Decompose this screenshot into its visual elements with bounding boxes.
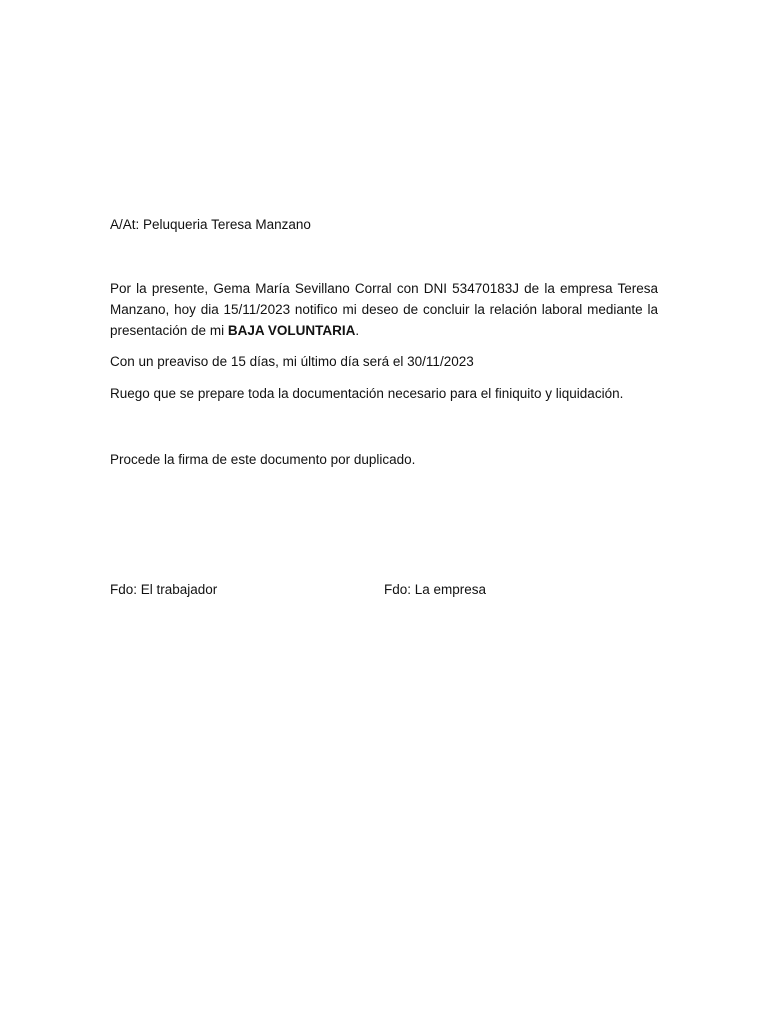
resignation-period: . <box>355 323 360 338</box>
notice-period-line: Con un preaviso de 15 días, mi último día será el 30/11/2023 <box>110 354 474 369</box>
addressee-line: A/At: Peluqueria Teresa Manzano <box>110 217 311 232</box>
duplicate-signature-line: Procede la firma de este documento por duplicado. <box>110 452 416 467</box>
worker-signature-label: Fdo: El trabajador <box>110 582 218 597</box>
resignation-paragraph <box>110 278 658 341</box>
company-signature-label: Fdo: La empresa <box>384 582 487 597</box>
documentation-request-line: Ruego que se prepare toda la documentación necesario para el finiquito y liquidación. <box>110 386 624 401</box>
resignation-text: Por la presente, Gema María Sevillano Corral con DNI 53470183J de la empresa Teresa Manzano, hoy dia 15/11/2023 notifico mi deseo de concluir la relación laboral mediante la presentación de mi <box>110 281 658 338</box>
baja-voluntaria-emphasis: BAJA VOLUNTARIA <box>227 323 356 338</box>
